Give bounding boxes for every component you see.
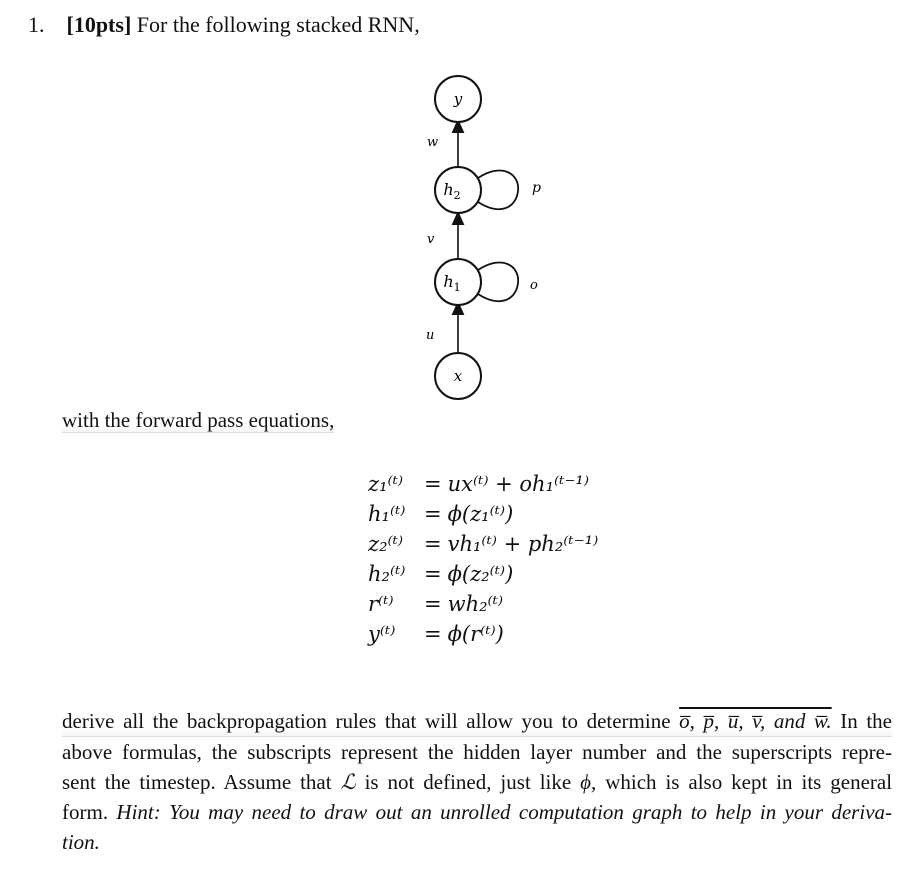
edge-label-o: o [530,278,538,293]
stacked-rnn-diagram [380,60,600,400]
edge-label-w: w [427,135,439,150]
node-h1-sub: 1 [453,281,461,294]
equation-h1: h₁⁽ᵗ⁾ = ϕ(z₁⁽ᵗ⁾) [368,502,514,526]
loss-symbol: ℒ [340,770,356,794]
paragraph-line-4: form. Hint: You may need to draw out an unrolled computation graph to help in your deriva- [62,800,893,824]
equation-z2: z₂⁽ᵗ⁾ = vh₁⁽ᵗ⁾ + ph₂⁽ᵗ⁻¹⁾ [368,532,599,556]
node-h2-label: $h_2$ [443,180,461,202]
paragraph-line-5: tion. [62,830,100,854]
edge-label-p: p [532,180,541,196]
node-h1-label: $h_1$ [443,272,461,294]
node-h2-sub: 2 [453,189,461,202]
self-loop-h1 [478,262,518,301]
paragraph-line-1: derive all the backpropagation rules that will allow you to determine o̅, p̅, u̅, v̅, and w̅. In the [62,706,892,737]
phi-symbol: ϕ, [580,770,597,794]
equation-h2: h₂⁽ᵗ⁾ = ϕ(z₂⁽ᵗ⁾) [368,562,514,586]
question-number: 1. [28,12,45,37]
hint-text: Hint: You may need to draw out an unrolled computation graph to help in your deriva- [116,800,893,824]
equation-y: y⁽ᵗ⁾ = ϕ(r⁽ᵗ⁾) [368,622,504,646]
parameter-list: o̅, p̅, u̅, v̅, and w̅. [679,709,832,733]
with-forward-pass-text: with the forward pass equations, [62,408,335,432]
paragraph-line-2: above formulas, the subscripts represent the hidden layer number and the superscripts repre- [62,740,892,764]
paragraph-line-3: sent the timestep. Assume that ℒ is not defined, just like ϕ, which is also kept in its general [62,770,893,794]
question-heading [28,12,420,38]
edge-label-v: v [427,232,435,247]
node-y-label: y [453,90,463,108]
question-points: [10pts] [66,12,132,37]
equation-z1: z₁⁽ᵗ⁾ = ux⁽ᵗ⁾ + oh₁⁽ᵗ⁻¹⁾ [368,472,590,496]
equation-r: r⁽ᵗ⁾ = wh₂⁽ᵗ⁾ [368,592,504,616]
edge-label-u: u [426,328,435,343]
node-x-label: x [453,367,463,385]
question-prompt: For the following stacked RNN, [136,12,420,37]
self-loop-h2 [478,170,518,209]
instructions-paragraph [62,706,892,857]
